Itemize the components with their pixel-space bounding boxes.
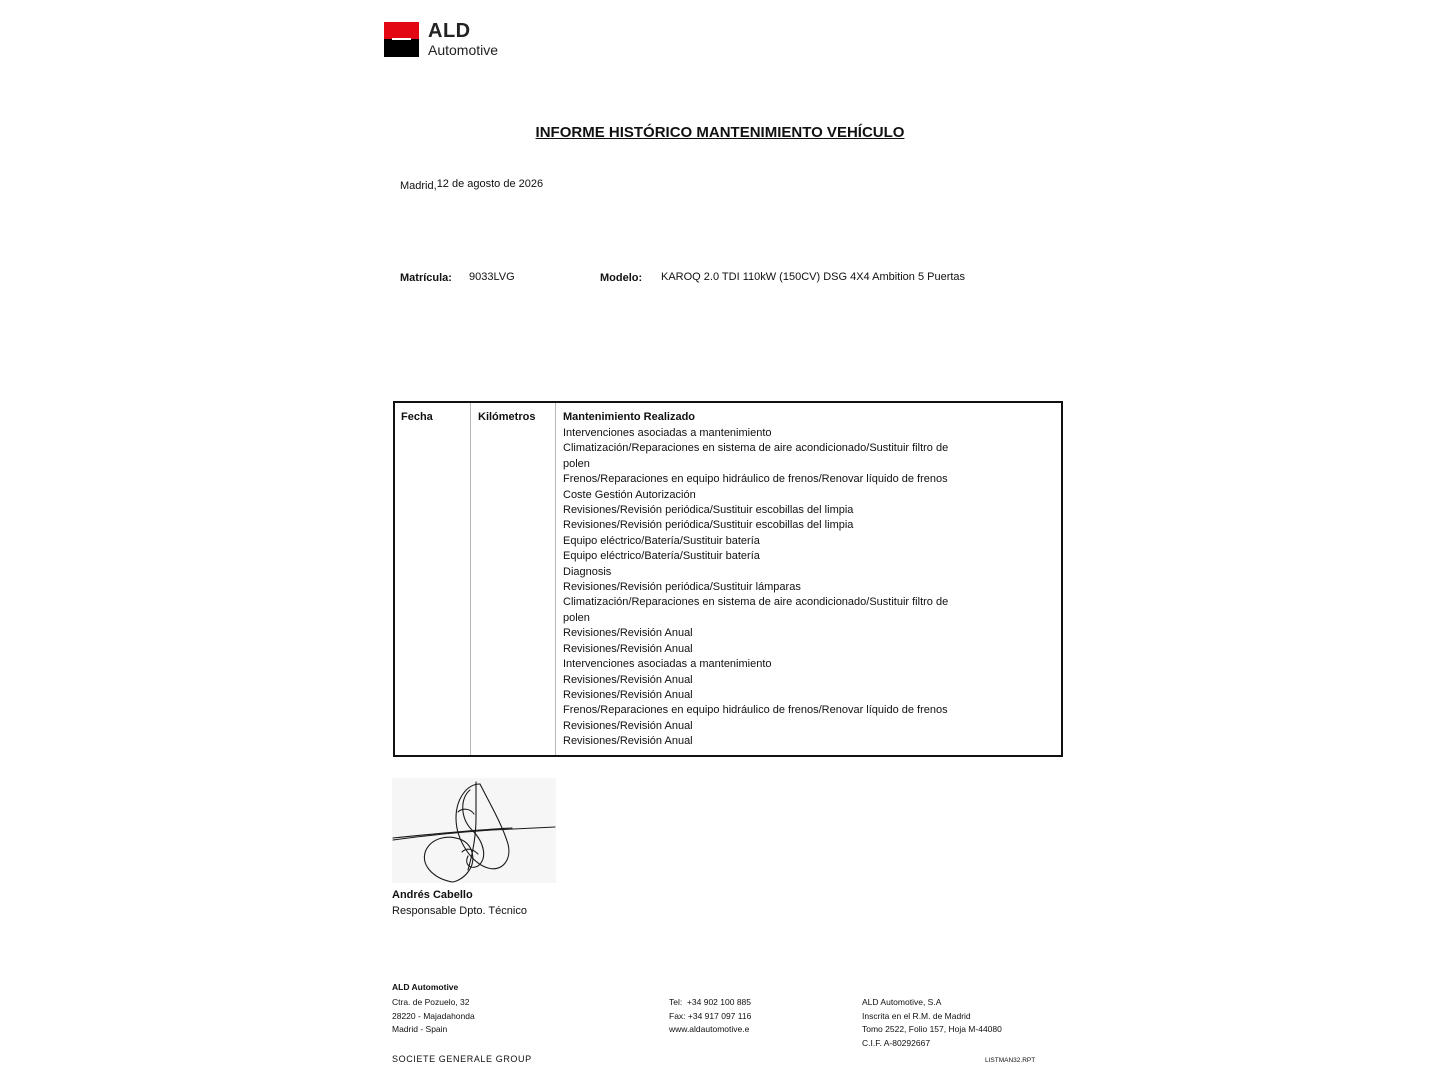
logo-mark-icon (384, 22, 419, 57)
table-row: Revisiones/Revisión periódica/Sustituir escobillas del limpia (563, 519, 854, 532)
header-kilometros: Kilómetros (478, 411, 536, 423)
footer-address-line: Ctra. de Pozuelo, 32 (392, 997, 470, 1007)
city: Madrid, (400, 180, 437, 192)
header-fecha: Fecha (401, 411, 433, 423)
table-row: Revisiones/Revisión Anual (563, 735, 693, 748)
table-row: Revisiones/Revisión Anual (563, 642, 693, 655)
footer-legal-line: C.I.F. A-80292667 (862, 1038, 931, 1049)
model-value: KAROQ 2.0 TDI 110kW (150CV) DSG 4X4 Ambition 5 Puertas (661, 271, 966, 283)
plate-value: 9033LVG (469, 271, 515, 283)
footer-address (392, 996, 475, 1037)
footer-company: ALD Automotive (392, 982, 459, 992)
table-row: Intervenciones asociadas a mantenimiento (563, 427, 772, 439)
signatory-role: Responsable Dpto. Técnico (392, 905, 527, 917)
document-title (0, 124, 1440, 141)
table-row: Equipo eléctrico/Batería/Sustituir batería (563, 550, 760, 563)
table-row: Frenos/Reparaciones en equipo hidráulico de frenos/Renovar líquido de frenos (563, 704, 948, 717)
table-row: Revisiones/Revisión Anual (563, 688, 693, 701)
table-row: Revisiones/Revisión periódica/Sustituir escobillas del limpia (563, 504, 854, 517)
model-label: Modelo: (600, 272, 643, 284)
signatory-name: Andrés Cabello (392, 889, 473, 901)
table-row: polen (563, 457, 590, 470)
table-row: Coste Gestión Autorización (563, 488, 696, 501)
footer-legal (862, 996, 1002, 1051)
report-code: LISTMAN32.RPT (985, 1057, 1036, 1064)
table-row: Equipo eléctrico/Batería/Sustituir batería (563, 534, 760, 547)
table-row: Revisiones/Revisión Anual (563, 627, 693, 640)
footer-address-line: Madrid - Spain (392, 1024, 448, 1035)
signature-image (392, 778, 556, 883)
column-divider (470, 403, 471, 755)
footer-legal-line: Tomo 2522, Folio 157, Hoja M-44080 (862, 1024, 1002, 1035)
footer-contact (669, 996, 751, 1037)
footer-legal-line: Inscrita en el R.M. de Madrid (862, 1010, 971, 1021)
footer-fax: Fax: +34 917 097 116 (669, 1010, 752, 1021)
footer-website: www.aldautomotive.e (669, 1024, 750, 1035)
table-row: Frenos/Reparaciones en equipo hidráulico de frenos/Renovar líquido de frenos (563, 473, 948, 486)
logo-brand-automotive: Automotive (428, 42, 499, 58)
maintenance-table (393, 401, 1063, 757)
column-divider (555, 403, 556, 755)
date-line (400, 178, 543, 190)
date: 12 de agosto de 2026 (436, 178, 544, 190)
maintenance-list (563, 426, 983, 750)
footer-phone: Tel: +34 902 100 885 (669, 997, 751, 1007)
table-row: Climatización/Reparaciones en sistema de aire acondicionado/Sustituir filtro de (563, 442, 949, 455)
ald-automotive-logo (384, 22, 514, 60)
table-row: Intervenciones asociadas a mantenimiento (563, 658, 772, 671)
table-row: Revisiones/Revisión Anual (563, 673, 693, 686)
footer-legal-line: ALD Automotive, S.A (862, 997, 942, 1007)
footer-address-line: 28220 - Majadahonda (392, 1010, 475, 1021)
document-title-text: INFORME HISTÓRICO MANTENIMIENTO VEHÍCULO (535, 124, 905, 141)
footer-group-name: SOCIETE GENERALE GROUP (392, 1054, 532, 1064)
table-row: polen (563, 611, 590, 624)
table-row: Revisiones/Revisión Anual (563, 719, 693, 732)
table-row: Revisiones/Revisión periódica/Sustituir lámparas (563, 581, 801, 594)
table-row: Diagnosis (563, 565, 612, 578)
header-mantenimiento: Mantenimiento Realizado (563, 411, 696, 423)
table-row: Climatización/Reparaciones en sistema de aire acondicionado/Sustituir filtro de (563, 596, 949, 609)
logo-brand-ald: ALD (428, 20, 471, 42)
plate-label: Matrícula: (400, 272, 452, 284)
